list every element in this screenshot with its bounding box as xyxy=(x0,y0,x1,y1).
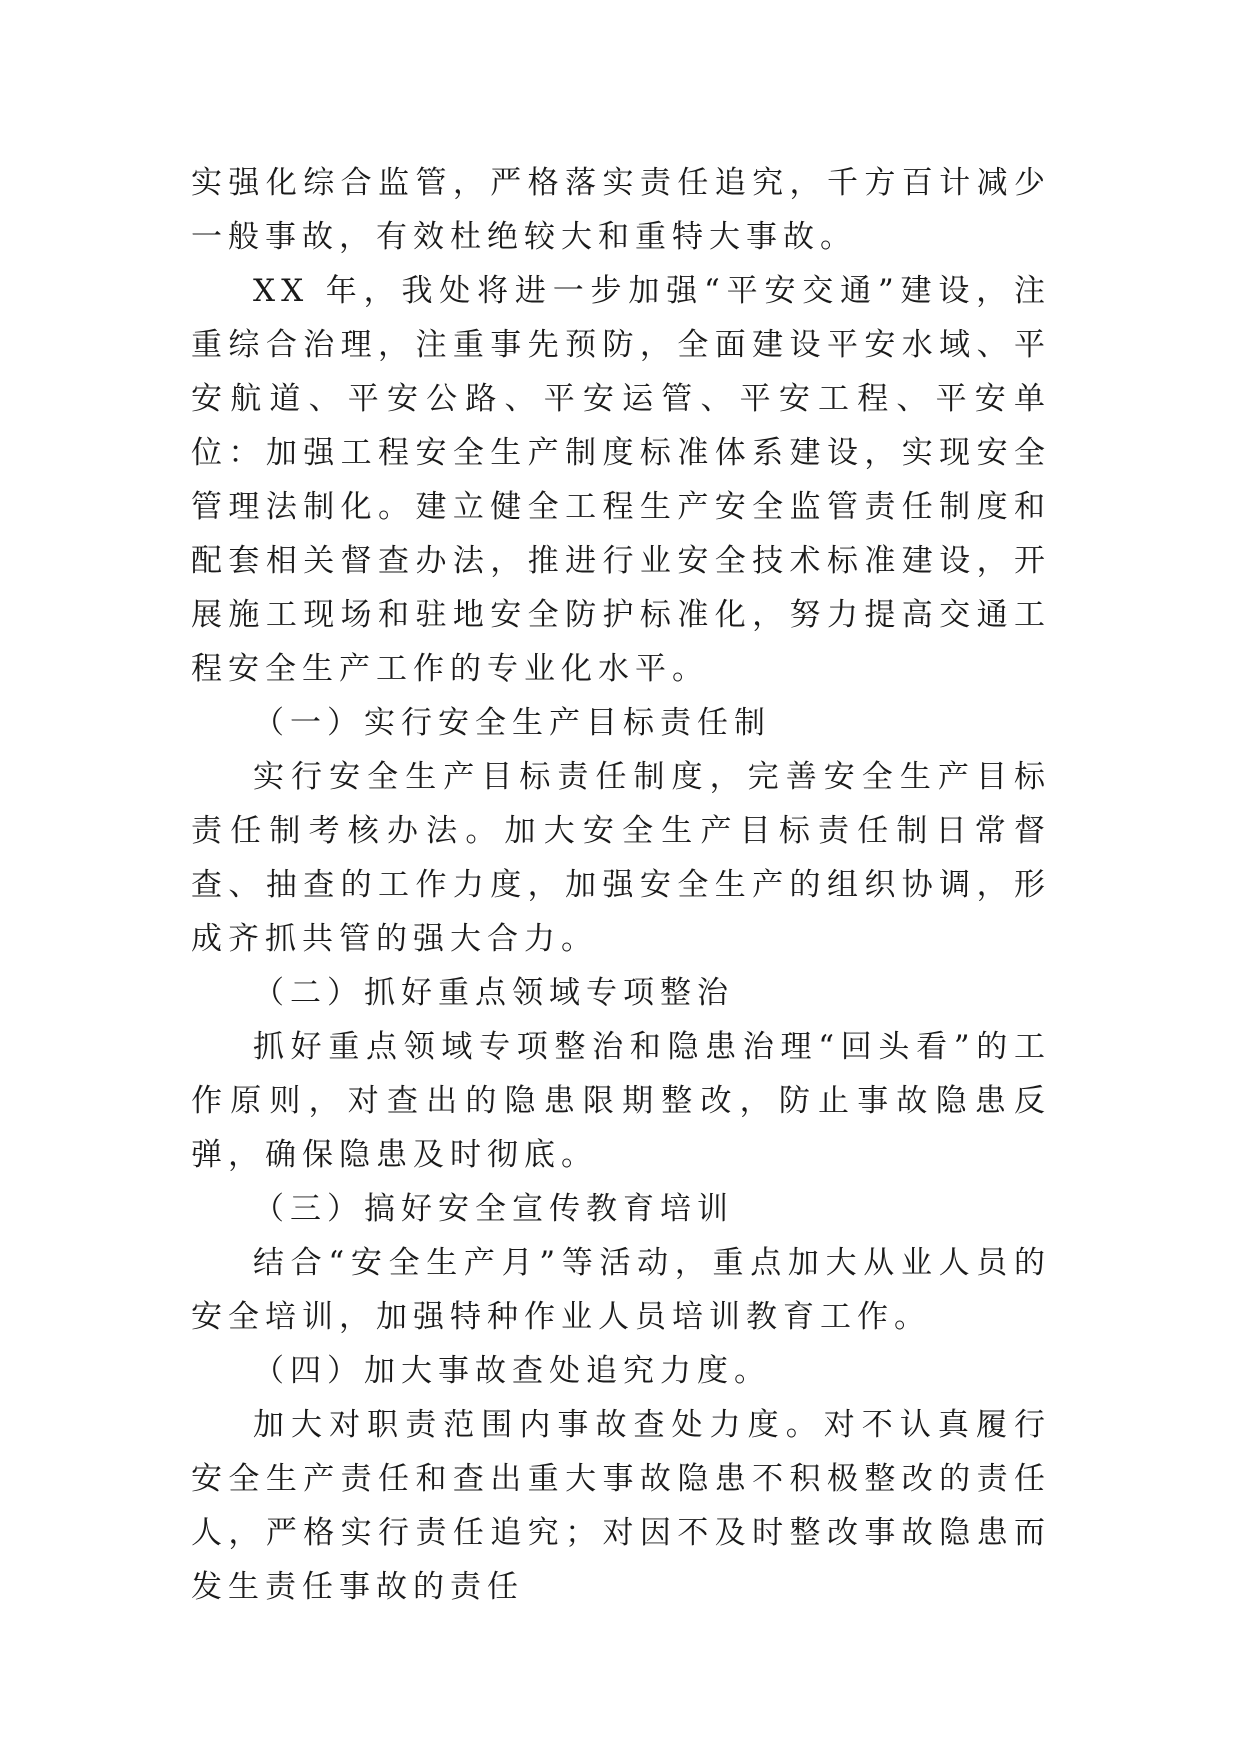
section-heading-4: （四）加大事故查处追究力度。 xyxy=(253,1353,771,1389)
paragraph-accident-investigation: 加大对职责范围内事故查处力度。对不认真履行安全生产责任和查出重大事故隐患不积极整改的责任人，严格实行责任追究；对因不及时整改事故隐患而发生责任事故的责任 xyxy=(191,1407,1051,1605)
section-heading-2: （二）抓好重点领域专项整治 xyxy=(253,975,734,1011)
paragraph-special-rectification: 抓好重点领域专项整治和隐患治理“回头看”的工作原则，对查出的隐患限期整改，防止事故隐患反弹，确保隐患及时彻底。 xyxy=(191,1029,1051,1173)
paragraph-safety-training: 结合“安全生产月”等活动，重点加大从业人员的安全培训，加强特种作业人员培训教育工作。 xyxy=(191,1245,1051,1335)
paragraph-continued: 实强化综合监管，严格落实责任追究，千方百计减少一般事故，有效杜绝较大和重特大事故。 xyxy=(191,165,1051,255)
section-heading-3: （三）搞好安全宣传教育培训 xyxy=(253,1191,734,1227)
document-body xyxy=(191,156,1051,1614)
paragraph-target-responsibility: 实行安全生产目标责任制度，完善安全生产目标责任制考核办法。加大安全生产目标责任制日常督查、抽查的工作力度，加强安全生产的组织协调，形成齐抓共管的强大合力。 xyxy=(191,759,1051,957)
section-heading-1: （一）实行安全生产目标责任制 xyxy=(253,705,771,741)
paragraph-safe-traffic: XX 年，我处将进一步加强“平安交通”建设，注重综合治理，注重事先预防，全面建设平安水域、平安航道、平安公路、平安运管、平安工程、平安单位：加强工程安全生产制度标准体系建设，实现安全管理法制化。建立健全工程生产安全监管责任制度和配套相关督查办法，推进行业安全技术标准建设，开展施工现场和驻地安全防护标准化，努力提高交通工程安全生产工作的专业化水平。 xyxy=(191,273,1051,687)
